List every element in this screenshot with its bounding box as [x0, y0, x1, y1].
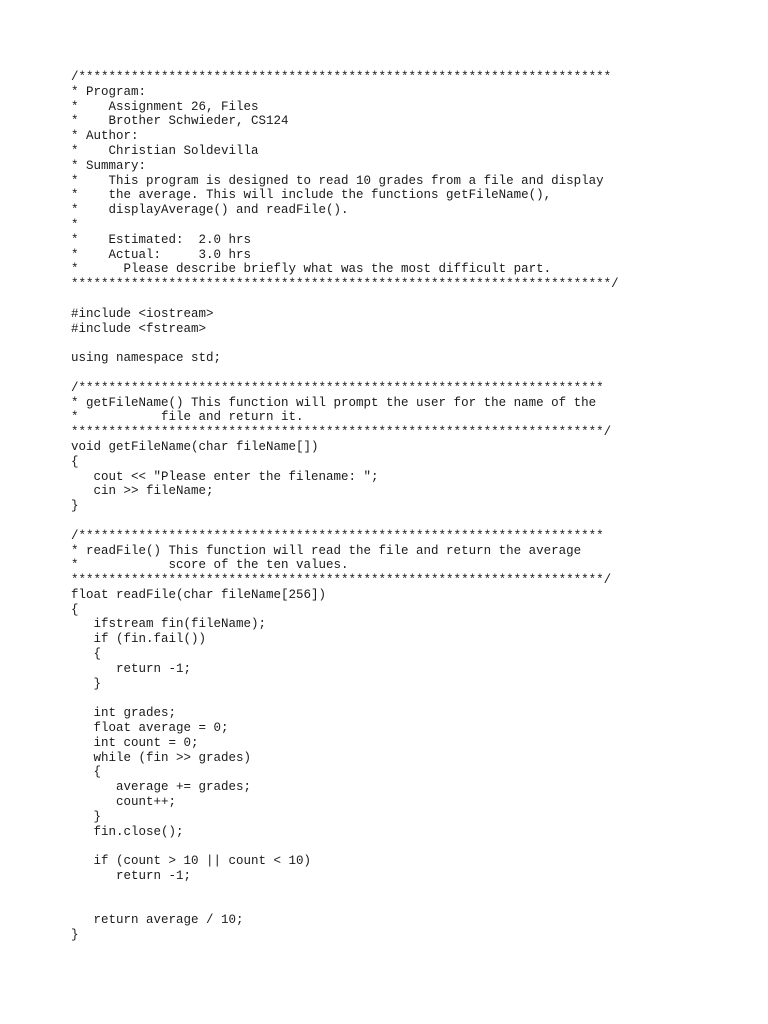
code-line: #include <iostream>	[71, 306, 214, 321]
code-line: return average / 10;	[71, 913, 244, 928]
code-line: {	[71, 765, 102, 780]
code-line: * Actual: 3.0 hrs	[71, 247, 252, 262]
code-line: float readFile(char fileName[256])	[71, 587, 327, 602]
code-line: *	[71, 217, 79, 232]
code-line	[71, 839, 751, 854]
code-line: count++;	[71, 795, 177, 810]
code-line: return -1;	[71, 869, 192, 884]
code-line	[71, 292, 751, 307]
code-line: int grades;	[71, 706, 177, 721]
source-code-listing	[71, 70, 751, 943]
code-line: ***********************************************************************/	[71, 425, 612, 440]
code-line: if (count > 10 || count < 10)	[71, 854, 312, 869]
code-line	[71, 884, 751, 899]
code-line: }	[71, 809, 102, 824]
code-line: * Estimated: 2.0 hrs	[71, 232, 252, 247]
code-line: {	[71, 647, 102, 662]
code-line	[71, 899, 751, 914]
code-line: average += grades;	[71, 780, 252, 795]
code-line	[71, 691, 751, 706]
code-line: /**********************************************************************	[71, 528, 604, 543]
code-line: if (fin.fail())	[71, 632, 207, 647]
code-line: int count = 0;	[71, 735, 199, 750]
code-line: * Brother Schwieder, CS124	[71, 114, 289, 129]
code-line: * the average. This will include the functions getFileName(),	[71, 188, 552, 203]
code-line: fin.close();	[71, 824, 184, 839]
code-line: ifstream fin(fileName);	[71, 617, 267, 632]
code-line	[71, 514, 751, 529]
code-line: * Assignment 26, Files	[71, 99, 259, 114]
code-line: /***********************************************************************	[71, 70, 612, 84]
code-line: * Summary:	[71, 158, 147, 173]
code-line: }	[71, 928, 79, 943]
code-line: cout << "Please enter the filename: ";	[71, 469, 379, 484]
code-line: using namespace std;	[71, 351, 222, 366]
code-line: * displayAverage() and readFile().	[71, 203, 349, 218]
code-line: }	[71, 499, 79, 514]
code-line	[71, 336, 751, 351]
code-line: {	[71, 454, 79, 469]
code-line: void getFileName(char fileName[])	[71, 439, 319, 454]
code-line: {	[71, 602, 79, 617]
code-line: cin >> fileName;	[71, 484, 214, 499]
code-line: * score of the ten values.	[71, 558, 349, 573]
code-line: /**********************************************************************	[71, 380, 604, 395]
code-line: * Please describe briefly what was the most difficult part.	[71, 262, 552, 277]
code-line: while (fin >> grades)	[71, 750, 252, 765]
code-line	[71, 366, 751, 381]
code-line: * Program:	[71, 84, 147, 99]
code-line: }	[71, 676, 102, 691]
code-line: return -1;	[71, 661, 192, 676]
code-line: * readFile() This function will read the file and return the average	[71, 543, 582, 558]
code-line: ***********************************************************************/	[71, 573, 612, 588]
code-line: * This program is designed to read 10 grades from a file and display	[71, 173, 604, 188]
code-line: ************************************************************************/	[71, 277, 619, 292]
code-line: float average = 0;	[71, 721, 229, 736]
code-line: * Christian Soldevilla	[71, 143, 259, 158]
code-line: * getFileName() This function will prompt the user for the name of the	[71, 395, 597, 410]
code-line: * file and return it.	[71, 410, 304, 425]
code-line: #include <fstream>	[71, 321, 207, 336]
code-line: * Author:	[71, 129, 139, 144]
